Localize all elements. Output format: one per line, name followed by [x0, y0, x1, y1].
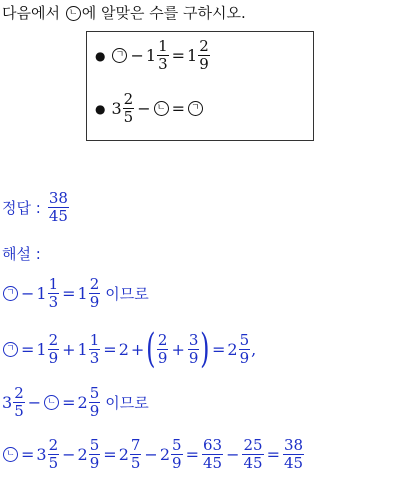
fraction — [48, 332, 60, 367]
whole-number: 1 — [36, 339, 47, 359]
question-prefix: 다음에서 — [2, 4, 65, 22]
denominator: 9 — [89, 293, 100, 311]
minus-sign: − — [62, 445, 76, 464]
numerator: 5 — [239, 330, 250, 349]
korean-text: 이므로 — [105, 394, 149, 412]
problem-box — [86, 31, 314, 141]
right-paren: ) — [200, 326, 210, 372]
whole-number: 2 — [118, 339, 129, 359]
equals-sign: = — [21, 445, 35, 464]
numerator: 2 — [48, 436, 59, 454]
answer-fraction — [48, 190, 69, 225]
problem-equation-1 — [95, 38, 211, 73]
numerator: 2 — [89, 275, 100, 293]
fraction — [242, 437, 263, 472]
explanation-line-1 — [2, 276, 149, 311]
question-suffix: 에 알맞은 수를 구하시오. — [81, 4, 246, 22]
minus-sign: − — [130, 46, 144, 65]
circled-symbol-nieun: ㄴ — [3, 447, 18, 462]
numerator: 1 — [89, 330, 100, 349]
numerator: 2 — [157, 330, 168, 349]
equals-sign: = — [212, 339, 226, 359]
equals-sign: = — [171, 46, 186, 65]
whole-number: 3 — [36, 445, 47, 464]
fraction — [188, 332, 200, 367]
whole-number: 2 — [77, 445, 88, 464]
denominator: 5 — [48, 454, 59, 472]
whole-number: 1 — [145, 46, 157, 65]
explanation-line-2 — [2, 326, 257, 372]
explanation-title: 해설 : — [2, 245, 41, 263]
left-paren: ( — [146, 326, 156, 372]
fraction — [13, 385, 25, 420]
equals-sign: = — [266, 445, 280, 464]
minus-sign: − — [144, 445, 158, 464]
fraction — [157, 332, 169, 367]
numerator: 5 — [89, 384, 100, 402]
denominator: 9 — [199, 55, 209, 73]
whole-number: 3 — [111, 99, 122, 118]
numerator: 25 — [243, 436, 263, 454]
denominator: 45 — [283, 454, 304, 472]
plus-sign: + — [171, 339, 185, 359]
whole-number: 1 — [77, 339, 88, 359]
whole-number: 2 — [159, 445, 171, 464]
equals-sign: = — [62, 284, 76, 303]
circled-symbol-nieun: ㄴ — [154, 101, 169, 116]
equals-sign: = — [21, 339, 35, 359]
numerator: 5 — [172, 436, 182, 454]
plus-sign: + — [62, 339, 76, 359]
whole-number: 2 — [77, 393, 88, 412]
denominator: 45 — [243, 454, 263, 472]
denominator: 9 — [89, 454, 100, 472]
denominator: 9 — [239, 348, 250, 367]
numerator: 2 — [123, 90, 134, 108]
numerator: 3 — [188, 330, 199, 349]
fraction — [198, 38, 210, 73]
fraction — [202, 437, 223, 472]
comma: , — [251, 339, 257, 359]
denominator: 3 — [158, 55, 168, 73]
numerator: 2 — [199, 37, 209, 55]
fraction — [89, 332, 101, 367]
fraction — [48, 437, 60, 472]
fraction — [157, 38, 169, 73]
denominator: 5 — [130, 454, 141, 472]
fraction — [48, 276, 60, 311]
question-text — [2, 2, 246, 23]
circled-symbol-giyeok: ㄱ — [112, 48, 127, 63]
numerator: 38 — [283, 436, 304, 454]
denominator: 9 — [188, 348, 199, 367]
equals-sign: = — [62, 393, 76, 412]
circled-symbol-giyeok: ㄱ — [3, 286, 18, 301]
denominator: 3 — [89, 348, 100, 367]
minus-sign: − — [226, 445, 240, 464]
whole-number: 2 — [227, 339, 238, 359]
denominator: 9 — [157, 348, 168, 367]
problem-equation-2 — [95, 91, 204, 126]
whole-number: 1 — [36, 284, 47, 303]
circled-symbol-giyeok: ㄱ — [188, 101, 203, 116]
circled-symbol-nieun: ㄴ — [66, 6, 81, 21]
circled-symbol-giyeok: ㄱ — [3, 342, 18, 357]
bullet-icon: ● — [95, 48, 106, 63]
minus-sign: − — [21, 284, 35, 303]
denominator: 9 — [48, 348, 59, 367]
fraction — [239, 332, 251, 367]
fraction — [123, 91, 135, 126]
minus-sign: − — [137, 99, 151, 118]
fraction — [89, 276, 101, 311]
circled-symbol-nieun: ㄴ — [44, 395, 59, 410]
denominator: 9 — [89, 402, 100, 420]
numerator: 63 — [202, 436, 223, 454]
explanation-line-4 — [2, 437, 305, 472]
numerator: 2 — [48, 330, 59, 349]
answer-line — [2, 190, 70, 225]
fraction — [89, 385, 101, 420]
numerator: 2 — [14, 384, 24, 402]
denominator: 3 — [48, 293, 59, 311]
numerator: 1 — [158, 37, 168, 55]
denominator: 45 — [202, 454, 223, 472]
denominator: 5 — [14, 402, 24, 420]
denominator: 9 — [172, 454, 182, 472]
equals-sign: = — [185, 445, 199, 464]
equals-sign: = — [103, 445, 117, 464]
fraction — [171, 437, 183, 472]
numerator: 38 — [48, 189, 68, 207]
whole-number: 1 — [77, 284, 88, 303]
fraction — [89, 437, 101, 472]
answer-label: 정답 : — [2, 199, 41, 217]
explanation-line-3 — [2, 385, 149, 420]
numerator: 5 — [89, 436, 100, 454]
denominator: 5 — [123, 108, 134, 126]
denominator: 45 — [48, 207, 68, 225]
numerator: 1 — [48, 275, 59, 293]
numerator: 7 — [130, 436, 141, 454]
equals-sign: = — [103, 339, 117, 359]
plus-sign: + — [130, 339, 145, 359]
fraction — [283, 437, 304, 472]
equals-sign: = — [171, 99, 186, 118]
bullet-icon: ● — [95, 101, 106, 116]
minus-sign: − — [27, 393, 42, 412]
whole-number: 1 — [187, 46, 198, 65]
whole-number: 3 — [2, 393, 13, 412]
fraction — [130, 437, 142, 472]
korean-text: 이므로 — [105, 285, 149, 303]
whole-number: 2 — [118, 445, 129, 464]
